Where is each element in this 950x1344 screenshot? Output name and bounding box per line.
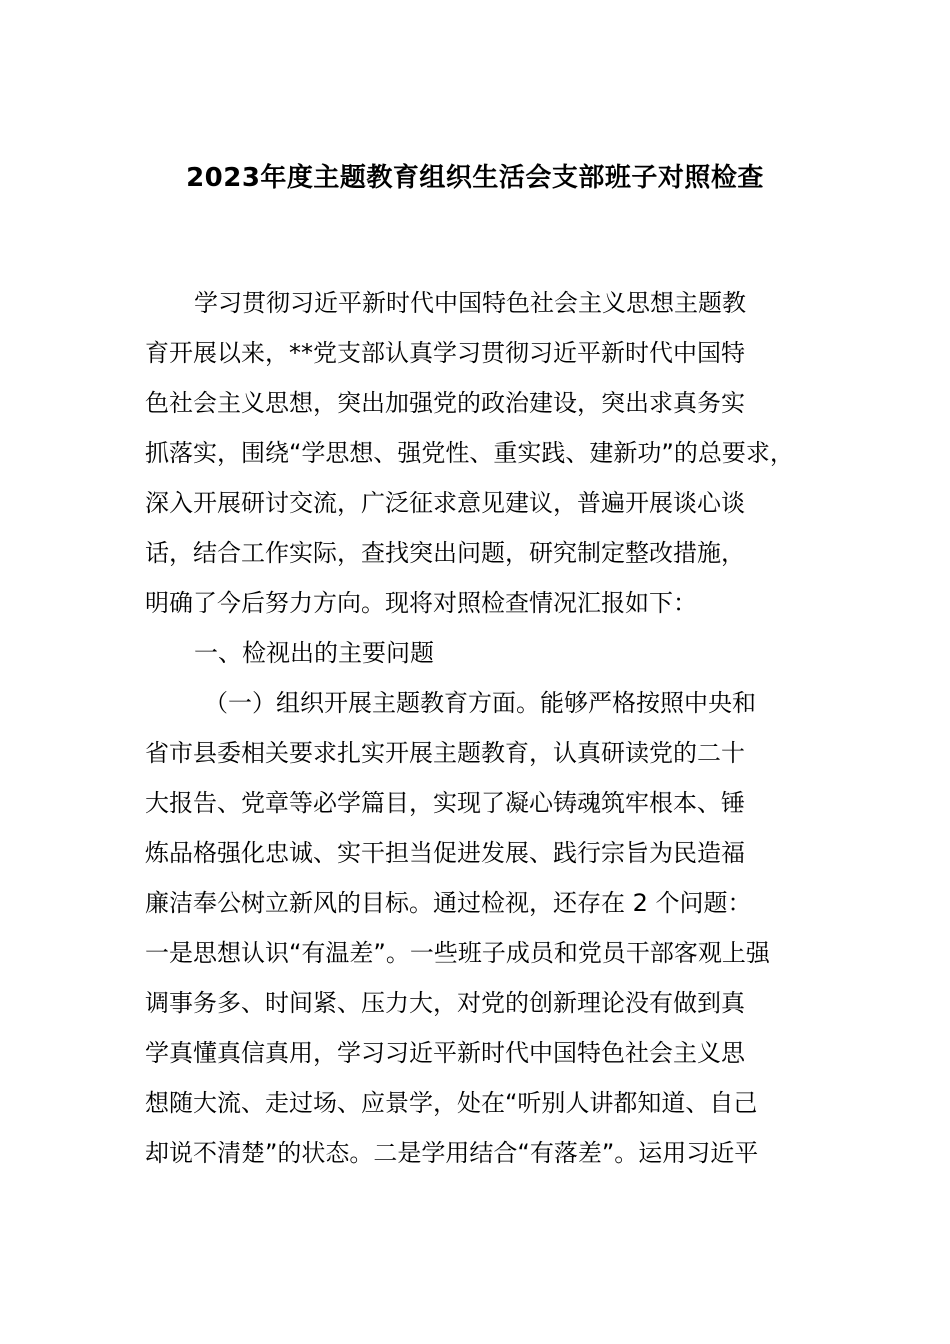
body-line-4: 抓落实，围绕“学思想、强党性、重实践、建新功”的总要求， xyxy=(145,439,794,467)
document-title: 2023年度主题教育组织生活会支部班子对照检查 xyxy=(186,163,764,193)
body-line-3: 色社会主义思想，突出加强党的政治建设，突出求真务实 xyxy=(145,389,745,417)
body-line-10: 省市县委相关要求扎实开展主题教育，认真研读党的二十 xyxy=(145,739,745,767)
body-line-15: 调事务多、时间紧、压力大，对党的创新理论没有做到真 xyxy=(145,989,745,1017)
body-line-5: 深入开展研讨交流，广泛征求意见建议，普遍开展谈心谈 xyxy=(145,489,745,517)
section-heading: 一、检视出的主要问题 xyxy=(194,639,434,667)
body-line-17: 想随大流、走过场、应景学，处在“听别人讲都知道、自己 xyxy=(145,1089,758,1117)
subsection-line-1: （一）组织开展主题教育方面。能够严格按照中央和 xyxy=(204,689,756,717)
body-line-1: 学习贯彻习近平新时代中国特色社会主义思想主题教 xyxy=(194,289,746,317)
body-line-18: 却说不清楚”的状态。二是学用结合“有落差”。运用习近平 xyxy=(145,1139,759,1167)
body-line-11: 大报告、党章等必学篇目，实现了凝心铸魂筑牢根本、锤 xyxy=(145,789,745,817)
body-line-2: 育开展以来，**党支部认真学习贯彻习近平新时代中国特 xyxy=(145,339,745,367)
body-line-7: 明确了今后努力方向。现将对照检查情况汇报如下： xyxy=(145,589,697,617)
body-line-12: 炼品格强化忠诚、实干担当促进发展、践行宗旨为民造福 xyxy=(145,839,745,867)
body-line-6: 话，结合工作实际，查找突出问题，研究制定整改措施， xyxy=(145,539,745,567)
body-line-16: 学真懂真信真用，学习习近平新时代中国特色社会主义思 xyxy=(145,1039,745,1067)
body-line-13: 廉洁奉公树立新风的目标。通过检视，还存在 2 个问题： xyxy=(145,889,752,917)
body-line-14: 一是思想认识“有温差”。一些班子成员和党员干部客观上强 xyxy=(145,939,770,967)
